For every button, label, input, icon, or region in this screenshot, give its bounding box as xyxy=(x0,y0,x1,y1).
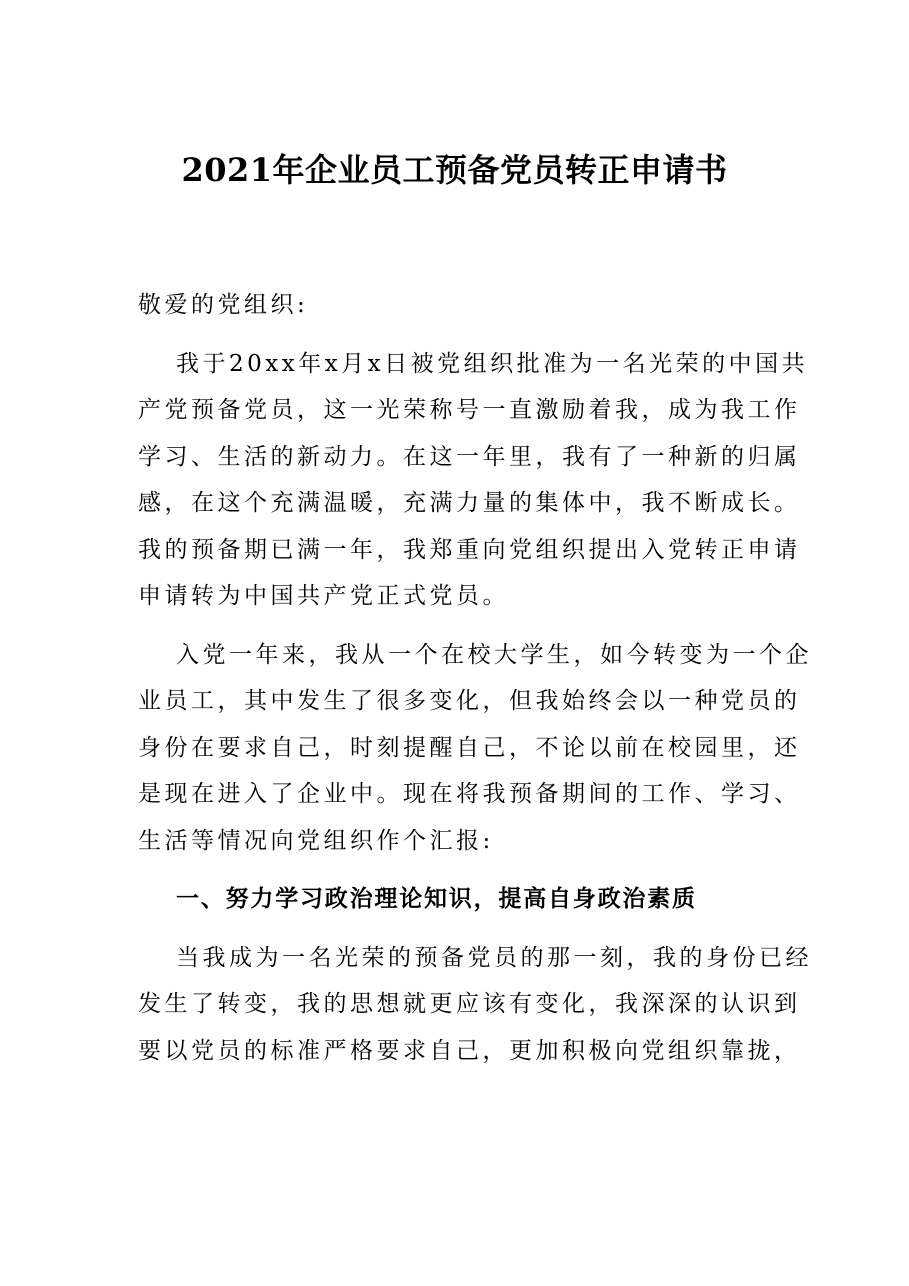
document-title: 2021年企业员工预备党员转正申请书 xyxy=(181,151,728,189)
paragraph-line: 要以党员的标准严格要求自己，更加积极向党组织靠拢， xyxy=(138,1037,801,1064)
paragraph-line: 产党预备党员，这一光荣称号一直激励着我，成为我工作 xyxy=(138,397,801,423)
paragraph-line: 业员工，其中发生了很多变化，但我始终会以一种党员的 xyxy=(138,688,801,714)
paragraph-line: 学习、生活的新动力。在这一年里，我有了一种新的归属 xyxy=(138,443,801,470)
paragraph-line: 申请转为中国共产党正式党员。 xyxy=(138,583,509,609)
salutation: 敬爱的党组织: xyxy=(138,292,309,318)
paragraph-line: 我于20xx年x月x日被党组织批准为一名光荣的中国共 xyxy=(176,350,809,377)
paragraph-line: 发生了转变，我的思想就更应该有变化，我深深的认识到 xyxy=(138,991,801,1017)
paragraph-intro xyxy=(138,341,809,620)
section-heading: 一、努力学习政治理论知识，提高自身政治素质 xyxy=(176,885,697,912)
paragraph-line: 当我成为一名光荣的预备党员的那一刻，我的身份已经 xyxy=(176,944,812,971)
paragraph-line: 生活等情况向党组织作个汇报: xyxy=(138,827,494,854)
paragraph-line: 我的预备期已满一年，我郑重向党组织提出入党转正申请 xyxy=(138,536,801,563)
paragraph-line: 是现在进入了企业中。现在将我预备期间的工作、学习、 xyxy=(138,781,801,807)
paragraph-line: 入党一年来，我从一个在校大学生，如今转变为一个企 xyxy=(176,641,812,668)
paragraph-line: 身份在要求自己，时刻提醒自己，不论以前在校园里，还 xyxy=(138,734,801,761)
paragraph-transition xyxy=(138,632,812,865)
document-body xyxy=(138,282,812,1074)
paragraph-line: 感，在这个充满温暖，充满力量的集体中，我不断成长。 xyxy=(138,490,801,516)
paragraph-section1 xyxy=(138,935,812,1075)
